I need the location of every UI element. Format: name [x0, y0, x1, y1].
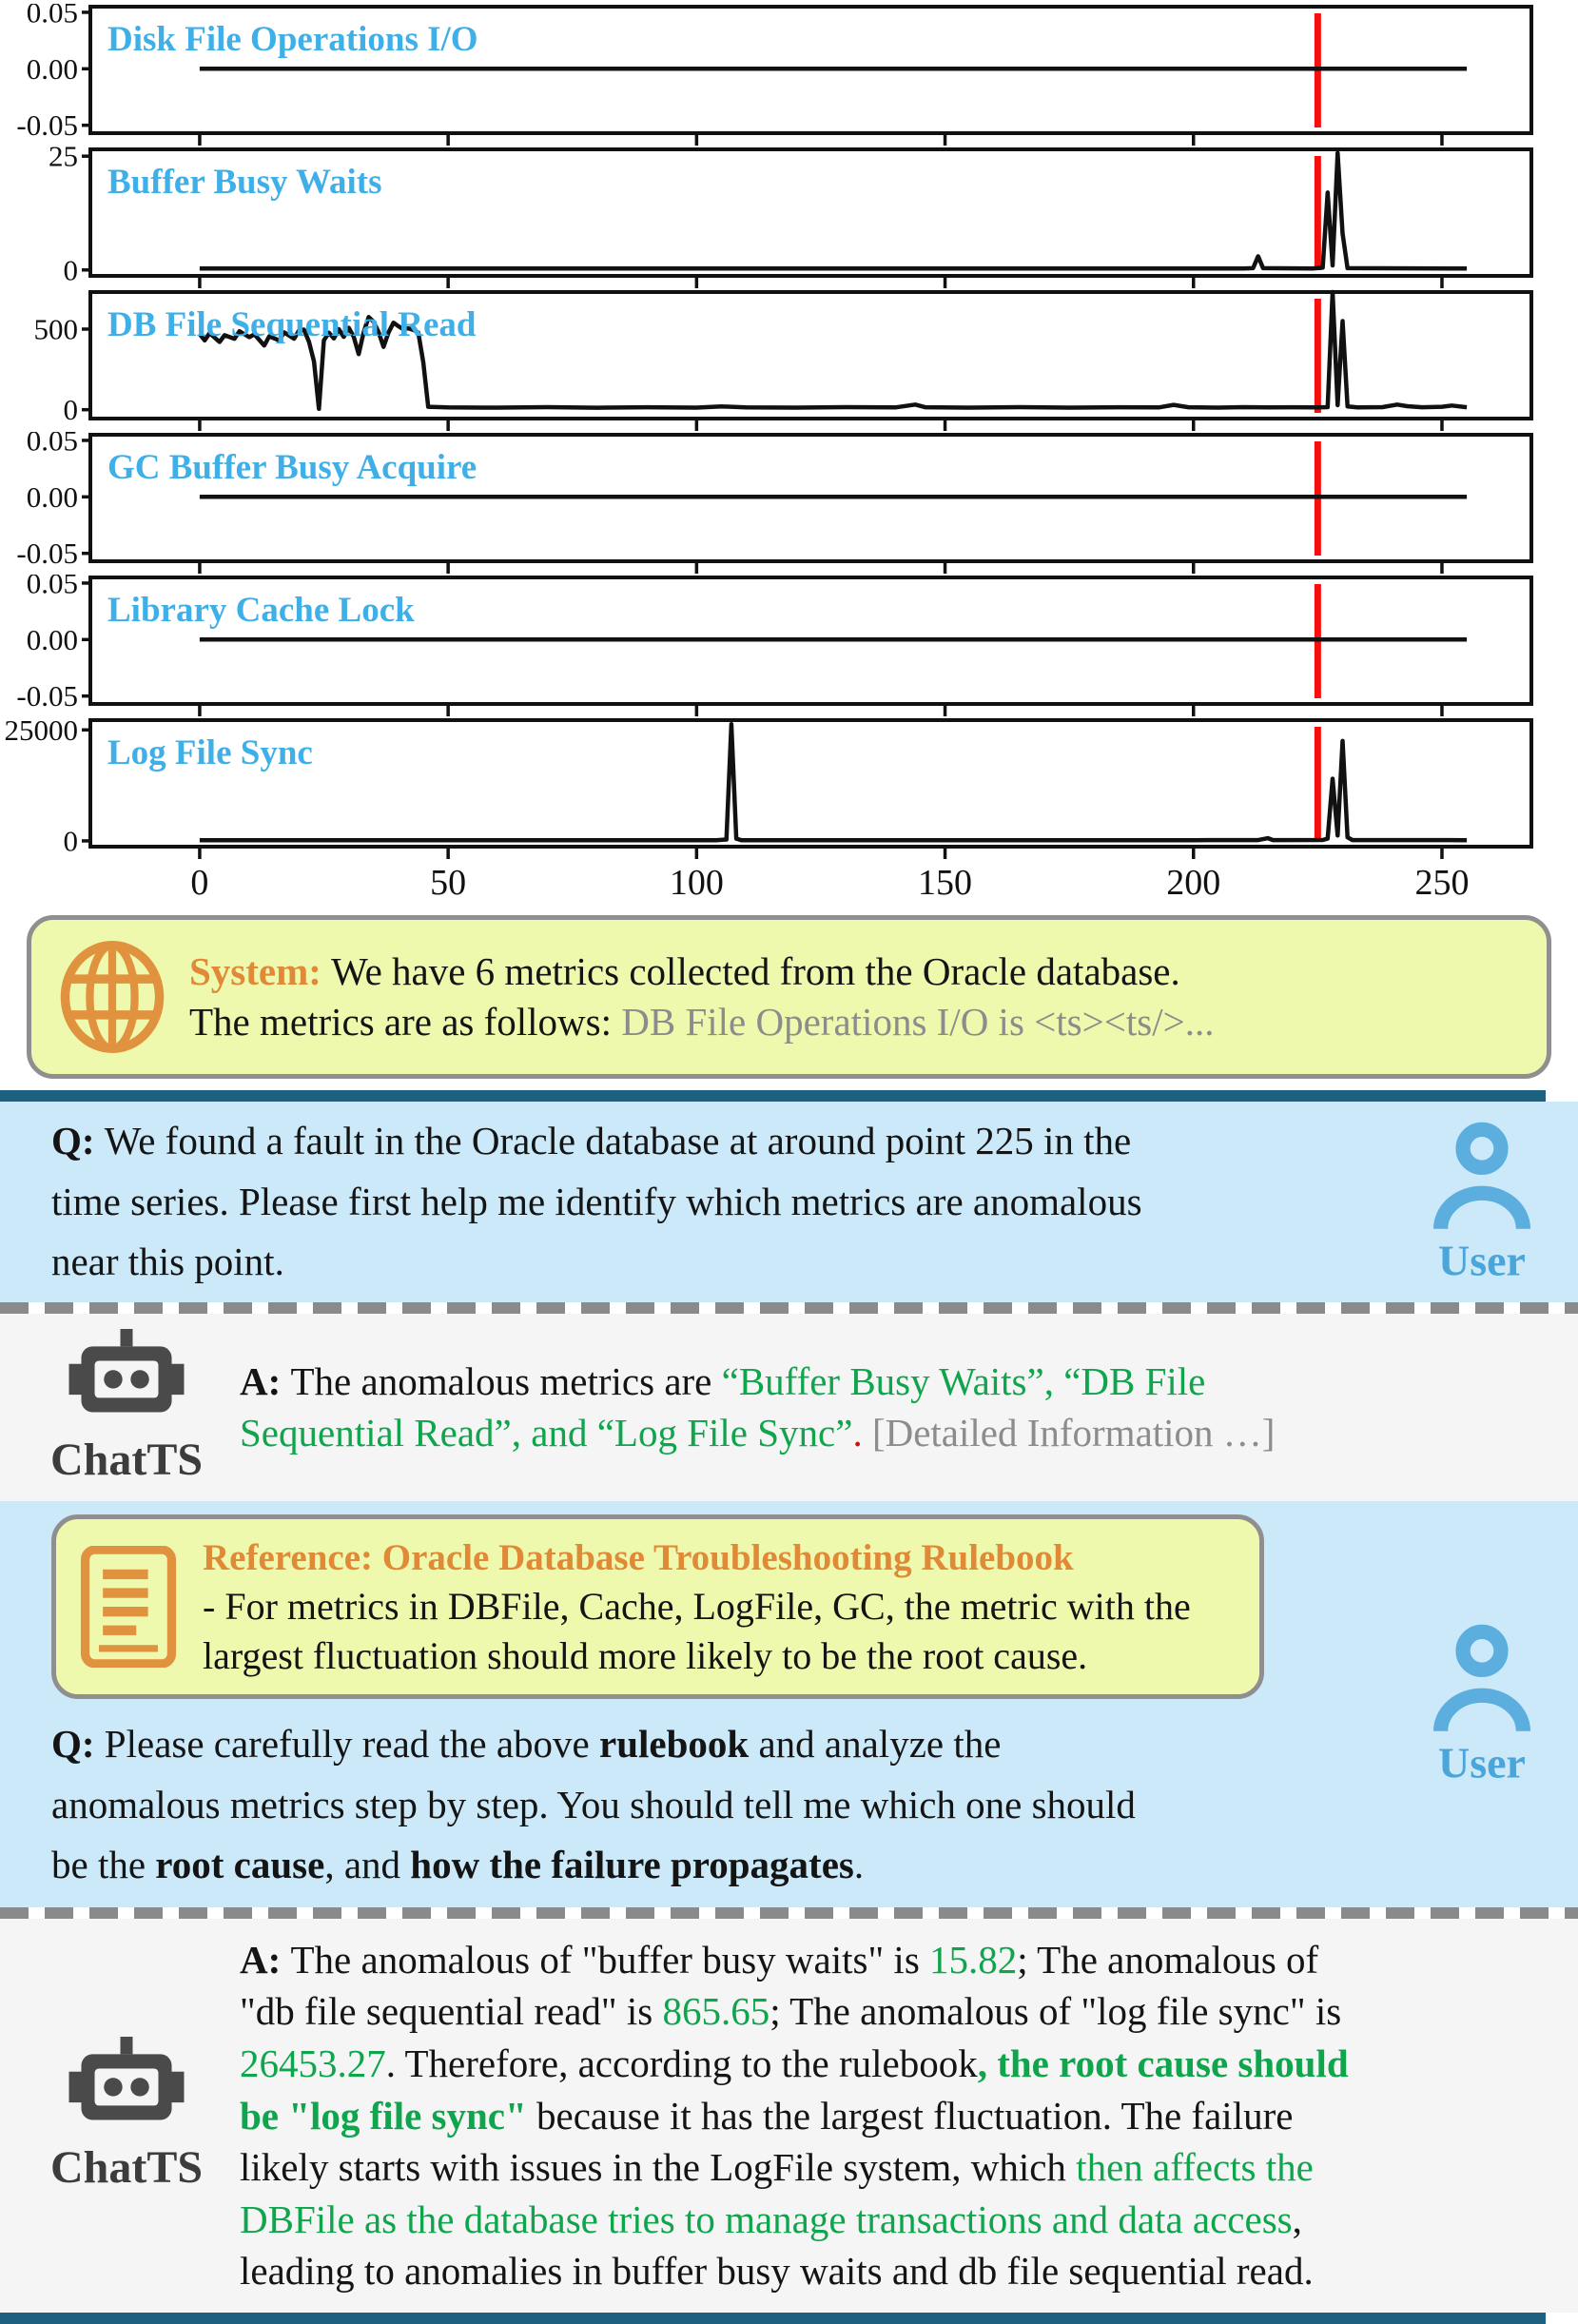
text-run: We have 6 metrics collected from the Oracle database. [331, 948, 1180, 993]
panel-title: GC Buffer Busy Acquire [107, 448, 477, 487]
text-run: largest fluctuation should more likely to be the root cause. [203, 1634, 1088, 1678]
text-run: and analyze the [749, 1722, 1002, 1767]
x-tick-label: 50 [430, 863, 467, 903]
metrics-figure [0, 0, 1578, 908]
chart-panel-svg [0, 432, 1578, 575]
text-run: [Detailed Information …] [871, 1411, 1276, 1455]
y-tick-label: 0.00 [26, 479, 78, 514]
text-run: , [1292, 2197, 1302, 2241]
panel-log-file-sync [0, 717, 1578, 908]
panel-title: Log File Sync [107, 733, 313, 772]
system-message-box [27, 915, 1551, 1079]
text-run: be "log file sync" [240, 2093, 527, 2138]
assistant-answer-2-text [240, 1934, 1492, 2297]
text-run: rulebook [599, 1722, 750, 1767]
text-run: The anomalous of "buffer busy waits" is [290, 1937, 930, 1982]
dashed-divider [0, 1907, 1578, 1919]
y-tick-label: 0.00 [26, 51, 78, 86]
x-tick-label: 100 [669, 863, 724, 903]
reference-rulebook-box [51, 1514, 1264, 1700]
assistant-answer-1-section [0, 1314, 1578, 1501]
text-run: - For metrics in DBFile, Cache, LogFile, GC, the metric with the [203, 1585, 1191, 1629]
system-message-text [189, 947, 1214, 1048]
section-divider-bar [0, 1090, 1546, 1102]
y-tick-label: 25 [49, 146, 78, 173]
panel-disk-file-operations-io [0, 4, 1578, 146]
text-run: ; The anomalous of "log file sync" is [770, 1989, 1342, 2034]
y-tick-label: -0.05 [16, 679, 78, 713]
text-run: anomalous metrics step by step. You should tell me which one should [51, 1782, 1136, 1826]
assistant-label: ChatTS [49, 1434, 204, 1485]
panel-title: DB File Sequential Read [107, 305, 477, 344]
user-question-1-section [0, 1102, 1578, 1302]
x-tick-label: 0 [190, 863, 209, 903]
panel-library-cache-lock [0, 575, 1578, 717]
user-icon [1426, 1620, 1538, 1736]
globe-icon [56, 941, 168, 1053]
panel-title: Library Cache Lock [107, 591, 415, 630]
text-run: “Buffer Busy Waits”, “DB File [721, 1358, 1206, 1403]
panel-title: Disk File Operations I/O [107, 20, 478, 59]
text-run: 15.82 [929, 1937, 1018, 1982]
panel-gc-buffer-busy-acquire [0, 432, 1578, 575]
text-run: Sequential Read”, and “Log File Sync” [240, 1411, 853, 1455]
y-tick-label: 0.00 [26, 622, 78, 656]
user-badge [1426, 1620, 1538, 1788]
user-badge [1426, 1118, 1538, 1286]
y-tick-label: 0.05 [26, 4, 78, 29]
chart-panel-svg [0, 289, 1578, 432]
y-tick-label: 0.05 [26, 575, 78, 600]
text-run: because it has the largest fluctuation. The failure [526, 2093, 1294, 2138]
user-question-2-text [51, 1714, 1350, 1896]
text-run: Q: [51, 1119, 105, 1162]
text-run: System: [189, 948, 332, 993]
robot-icon [65, 2037, 188, 2139]
y-tick-label: -0.05 [16, 108, 78, 143]
assistant-badge [27, 2037, 226, 2194]
y-tick-label: 25000 [4, 717, 78, 747]
document-icon [79, 1546, 178, 1668]
y-tick-label: 500 [33, 312, 78, 346]
y-tick-label: -0.05 [16, 537, 78, 571]
dashed-divider [0, 1302, 1578, 1314]
chart-panel-svg [0, 146, 1578, 289]
text-run: . [853, 1843, 865, 1887]
chart-panel-svg [0, 4, 1578, 146]
text-run: Please carefully read the above [104, 1722, 600, 1767]
user-label: User [1438, 1738, 1526, 1787]
text-run: 865.65 [662, 1989, 770, 2034]
text-run: We found a fault in the Oracle database at around point 225 in the [104, 1119, 1132, 1162]
text-run: Q: [51, 1722, 105, 1767]
robot-icon [65, 1329, 188, 1432]
text-run: The anomalous metrics are [290, 1358, 722, 1403]
assistant-answer-1-text [240, 1356, 1492, 1459]
text-run: , and [324, 1843, 411, 1887]
text-run: be the [51, 1843, 156, 1887]
text-run: DB File Operations I/O is <ts><ts/>... [621, 1000, 1215, 1044]
assistant-badge [27, 1329, 226, 1486]
text-run: "db file sequential read" is [240, 1989, 663, 2034]
user-question-2-section [0, 1501, 1578, 1907]
text-run: DBFile as the database tries to manage transactions and data access [240, 2197, 1293, 2241]
text-run: . [852, 1411, 863, 1455]
panel-db-file-sequential-read [0, 289, 1578, 432]
y-tick-label: 0 [63, 824, 78, 858]
text-run: likely starts with issues in the LogFile system, which [240, 2145, 1077, 2190]
y-tick-label: 0 [63, 393, 78, 427]
text-run [863, 1411, 872, 1455]
x-tick-label: 200 [1166, 863, 1221, 903]
text-run: then affects the [1076, 2145, 1314, 2190]
text-run: ; The anomalous of [1017, 1937, 1319, 1982]
text-run: . Therefore, according to the rulebook [385, 2041, 978, 2085]
reference-rulebook-text [203, 1533, 1191, 1682]
text-run: 26453.27 [240, 2041, 386, 2085]
section-divider-bar [0, 2313, 1546, 2324]
text-run: how the failure propagates [410, 1843, 854, 1887]
text-run: Reference: Oracle Database Troubleshooting Rulebook [203, 1536, 1074, 1578]
y-tick-label: 0.05 [26, 432, 78, 458]
x-tick-label: 150 [918, 863, 973, 903]
text-run: root cause [155, 1843, 325, 1887]
text-run: near this point. [51, 1240, 284, 1284]
y-tick-label: 0 [63, 253, 78, 287]
panel-buffer-busy-waits [0, 146, 1578, 289]
text-run: leading to anomalies in buffer busy waits and db file sequential read. [240, 2249, 1314, 2294]
text-run: The metrics are as follows: [189, 1000, 622, 1044]
user-icon [1426, 1118, 1538, 1234]
user-label: User [1438, 1236, 1526, 1285]
text-run: A: [240, 1358, 291, 1403]
panel-title: Buffer Busy Waits [107, 163, 382, 202]
chart-panel-svg [0, 575, 1578, 717]
text-run: time series. Please first help me identify which metrics are anomalous [51, 1179, 1142, 1223]
chart-panel-svg [0, 717, 1578, 908]
x-tick-label: 250 [1414, 863, 1470, 903]
user-question-1-text [51, 1111, 1312, 1293]
text-run: , the root cause should [977, 2041, 1349, 2085]
assistant-label: ChatTS [49, 2142, 204, 2194]
assistant-answer-2-section [0, 1919, 1578, 2313]
text-run: A: [240, 1937, 291, 1982]
